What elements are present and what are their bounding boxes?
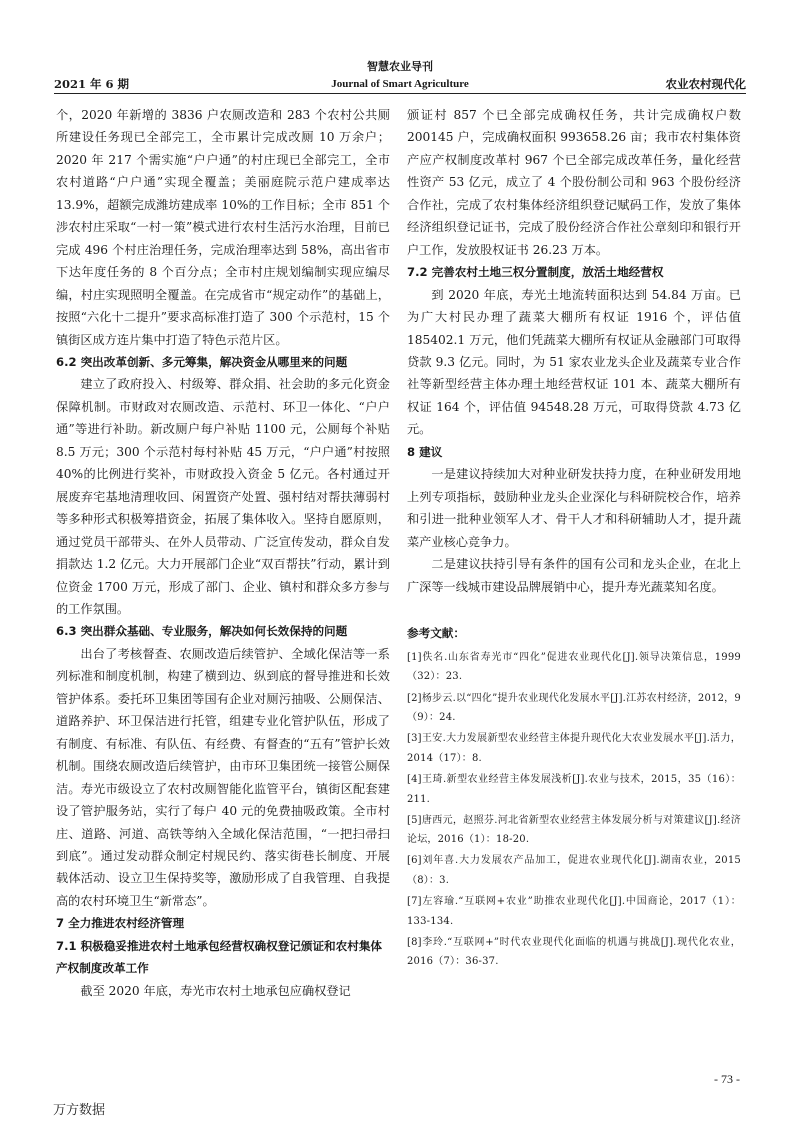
reference-item: [5]唐西元，赵照芬.河北省新型农业经营主体发展分析与对策建议[J].经济论坛，2016（1）：18-20. [407,814,741,846]
section-heading: 6.2 突出改革创新、多元筹集，解决资金从哪里来的问题 [56,354,348,369]
issue-label: 2021 年 6 期 [54,77,130,91]
reference-item: [2]杨步云.以“四化”提升农业现代化发展水平[J].江苏农村经济，2012，9（9）：24. [407,692,741,724]
section-heading: 7.1 积极稳妥推进农村土地承包经营权确权登记颁证和农村集体产权制度改革工作 [56,938,383,976]
header-rule [54,93,746,94]
right-column-body [407,104,741,598]
reference-item: [1]佚名.山东省寿光市“四化”促进农业现代化[J].领导决策信息，1999（32）：23. [407,651,741,683]
reference-item: [4]王琦.新型农业经营主体发展浅析[J].农业与技术，2015，35（16）：211. [407,774,741,805]
reference-item: [3]王安.大力发展新型农业经营主体提升现代化大农业发展水平[J].活力，2014（17）：8. [407,733,741,764]
section-label: 农业农村现代化 [665,77,746,91]
body-paragraph: 到 2020 年底，寿光土地流转面积达到 54.84 万亩。已为广大村民办理了蔬菜大棚所有权证 1916 个，评估值 185402.1 万元，他们凭蔬菜大棚所有权证从金融部门可取得贷款 9.3 亿元。同时，为 51 家农业龙头企业及蔬菜专业合作社等新型经营主体办理土地经营权证 101 本、蔬菜大棚所有权证 164 个，评估值 94548.28 万元，可取得贷款 4.73 亿元。 [407,287,741,437]
section-heading: 6.3 突出群众基础、专业服务，解决如何长效保持的问题 [56,624,348,639]
left-column [56,104,390,1002]
body-paragraph: 出台了考核督查、农厕改造后续管护、全域化保洁等一系列标准和制度机制，构建了横到边、纵到底的督导推进和长效管护体系。委托环卫集团等国有企业对厕污抽吸、公厕保洁、道路养护、环卫保洁进行托管，组建专业化管护队伍，形成了有制度、有标准、有队伍、有经费、有督查的“五有”管护长效机制。围绕农厕改造后续管护，由市环卫集团统一接管公厕保洁。寿光市级设立了农村改厕智能化监管平台，镇街区配套建设了管护服务站，实行了每户 40 元的免费抽吸政策。全市村庄、道路、河道、高铁等纳入全域化保洁范围，“一把扫帚扫到底”。通过发动群众制定村规民约、落实街巷长制度、开展载体活动、设立卫生保持奖等，激励形成了自我管理、自我提高的农村环境卫生“新常态”。 [56,646,390,908]
body-paragraph: 建立了政府投入、村级筹、群众捐、社会助的多元化资金保障机制。市财政对农厕改造、示范村、环卫一体化、“户户通”等进行补助。新改厕户每户补贴 1100 元，公厕每个补贴 8.5 万元；300 个示范村每村补贴 45 万元，“户户通”村按照 40%的比例进行奖补，市财政投入资金 5 亿元。各村通过开展废弃宅基地清理收回、闲置资产处置、强村结对帮扶薄弱村等多种形式积极筹措资金，拓展了集体收入。坚持自愿原则，通过党员干部带头、在外人员带动、广泛宣传发动，群众自发捐款达 1.2 亿元。大力开展部门企业“双百帮扶”行动，累计到位资金 1700 万元，形成了部门、企业、镇村和群众多方参与的工作氛围。 [56,377,390,616]
page-number: - 73 - [714,1072,740,1086]
body-paragraph: 截至 2020 年底，寿光市农村土地承包应确权登记 [80,983,351,998]
section-heading: 7 全力推进农村经济管理 [56,916,185,931]
body-paragraph: 个，2020 年新增的 3836 户农厕改造和 283 个农村公共厕所建设任务现已全部完工，全市累计完成改厕 10 万余户；2020 年 217 个需实施“户户通”的村庄现已全部完工，全市农村道路“户户通”实现全覆盖；美丽庭院示范户建成率达 13.9%，超额完成潍坊建成率 10%的工作目标；全市 851 个涉农村庄采取“一村一策”模式进行农村生活污水治理，目前已完成 496 个村庄治理任务，完成治理率达到 58%，高出省市下达年度任务的 8 个百分点；全市村庄规划编制实现应编尽编，村庄实现照明全覆盖。在完成省市“规定动作”的基础上，按照“六化十二提升”要求高标准打造了 300 个示范村，15 个镇街区成方连片集中打造了特色示范片区。 [56,108,390,347]
journal-title-cn: 智慧农业导刊 [367,60,433,73]
reference-item: [8]李玲.“互联网+”时代农业现代化面临的机遇与挑战[J].现代化农业，2016（7）：36-37. [407,936,741,968]
references-title: 参考文献： [407,625,465,640]
section-heading: 7.2 完善农村土地三权分置制度，放活土地经营权 [407,265,664,280]
watermark: 万方数据 [53,1103,106,1118]
right-column [407,104,741,973]
references [407,624,741,972]
reference-item: [6]刘年喜.大力发展农产品加工，促进农业现代化[J].湖南农业，2015（8）：3. [407,855,741,886]
references-list [407,648,741,972]
journal-title-en: Journal of Smart Agriculture [331,78,469,90]
body-paragraph: 一是建议持续加大对种业研发扶持力度，在种业研发用地上列专项指标，鼓励种业龙头企业深化与科研院校合作，培养和引进一批种业领军人才、骨干人才和科研辅助人才，提升蔬菜产业核心竞争力。 [407,467,741,549]
section-heading: 8 建议 [407,444,443,459]
reference-item: [7]左容瑜.“互联网+农业”助推农业现代化[J].中国商论，2017（1）：133-134. [407,896,741,927]
body-paragraph: 二是建议扶持引导有条件的国有公司和龙头企业，在北上广深等一线城市建设品牌展销中心，提升寿光蔬菜知名度。 [407,557,741,594]
body-paragraph: 颁证村 857 个已全部完成确权任务，共计完成确权户数 200145 户，完成确权面积 993658.26 亩；我市农村集体资产应产权制度改革村 967 个已全部完成改革任务，量化经营性资产 53 亿元，成立了 4 个股份制公司和 963 个股份经济合作社，完成了农村集体经济组织登记赋码工作，发放了集体经济组织登记证书，完成了股份经济合作社公章刻印和银行开户工作，发放股权证书 26.23 万本。 [407,108,741,257]
